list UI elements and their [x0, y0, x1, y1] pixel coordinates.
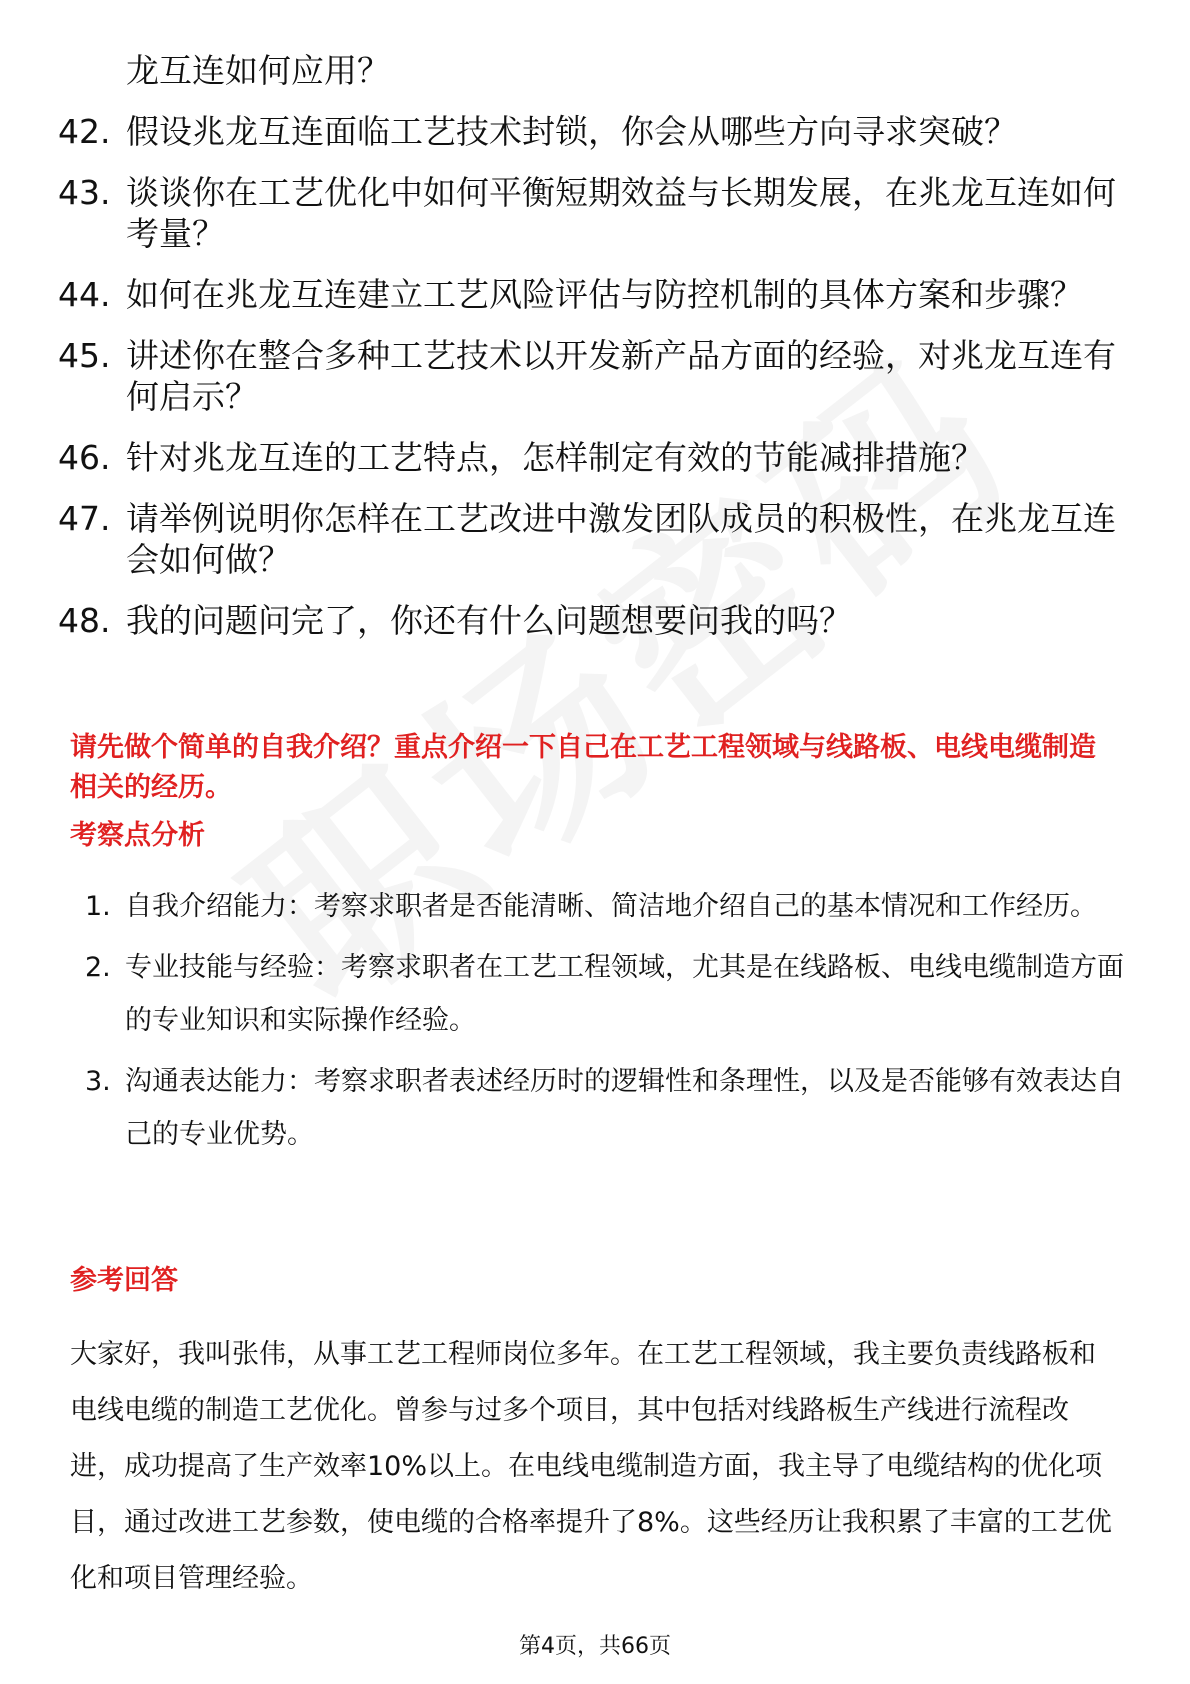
answer-paragraph: 大家好，我叫张伟，从事工艺工程师岗位多年。在工艺工程领域，我主要负责线路板和电线电缆的制造工艺优化。曾参与过多个项目，其中包括对线路板生产线进行流程改进，成功提高了生产效率10%以上。在电线电缆制造方面，我主导了电缆结构的优化项目，通过改进工艺参数，使电缆的合格率提升了8%。这些经历让我积累了丰富的工艺优化和项目管理经验。	[70, 1339, 1112, 1594]
analysis-list	[85, 880, 1125, 1169]
question-list	[58, 50, 1138, 661]
question-text: 假设兆龙互连面临工艺技术封锁，你会从哪些方向寻求突破？	[126, 112, 1017, 151]
analysis-number: 2.	[85, 952, 111, 983]
question-item	[58, 498, 1138, 580]
section-title: 请先做个简单的自我介绍？重点介绍一下自己在工艺工程领域与线路板、电线电缆制造相关的经历。	[70, 732, 1096, 803]
question-number: 45.	[58, 336, 111, 375]
question-number: 46.	[58, 438, 111, 477]
analysis-number: 3.	[85, 1066, 111, 1097]
question-item	[58, 172, 1138, 254]
question-number: 42.	[58, 112, 111, 151]
question-item	[58, 274, 1138, 315]
question-text: 讲述你在整合多种工艺技术以开发新产品方面的经验，对兆龙互连有何启示？	[126, 336, 1116, 416]
analysis-text: 专业技能与经验：考察求职者在工艺工程领域，尤其是在线路板、电线电缆制造方面的专业知识和实际操作经验。	[125, 952, 1124, 1036]
question-item	[58, 111, 1138, 152]
question-item	[58, 335, 1138, 417]
analysis-item	[85, 1055, 1125, 1161]
question-number: 48.	[58, 601, 111, 640]
question-text: 请举例说明你怎样在工艺改进中激发团队成员的积极性，在兆龙互连会如何做？	[126, 499, 1116, 579]
analysis-heading: 考察点分析	[70, 820, 205, 851]
question-text: 我的问题问完了，你还有什么问题想要问我的吗？	[126, 601, 852, 640]
page-footer: 第4页，共66页	[519, 1634, 671, 1659]
question-item	[58, 600, 1138, 641]
analysis-number: 1.	[85, 891, 111, 922]
question-number: 43.	[58, 173, 111, 212]
analysis-item	[85, 941, 1125, 1047]
analysis-item	[85, 880, 1125, 933]
question-text: 谈谈你在工艺优化中如何平衡短期效益与长期发展，在兆龙互连如何考量？	[126, 173, 1116, 253]
analysis-text: 自我介绍能力：考察求职者是否能清晰、简洁地介绍自己的基本情况和工作经历。	[125, 891, 1097, 922]
question-text: 针对兆龙互连的工艺特点，怎样制定有效的节能减排措施？	[126, 438, 984, 477]
question-item	[58, 437, 1138, 478]
answer-heading: 参考回答	[70, 1265, 178, 1296]
question-text: 如何在兆龙互连建立工艺风险评估与防控机制的具体方案和步骤？	[126, 275, 1083, 314]
analysis-text: 沟通表达能力：考察求职者表述经历时的逻辑性和条理性，以及是否能够有效表达自己的专业优势。	[125, 1066, 1124, 1150]
question-number: 44.	[58, 275, 111, 314]
question-number: 47.	[58, 499, 111, 538]
question-continuation: 龙互连如何应用？	[126, 51, 390, 90]
